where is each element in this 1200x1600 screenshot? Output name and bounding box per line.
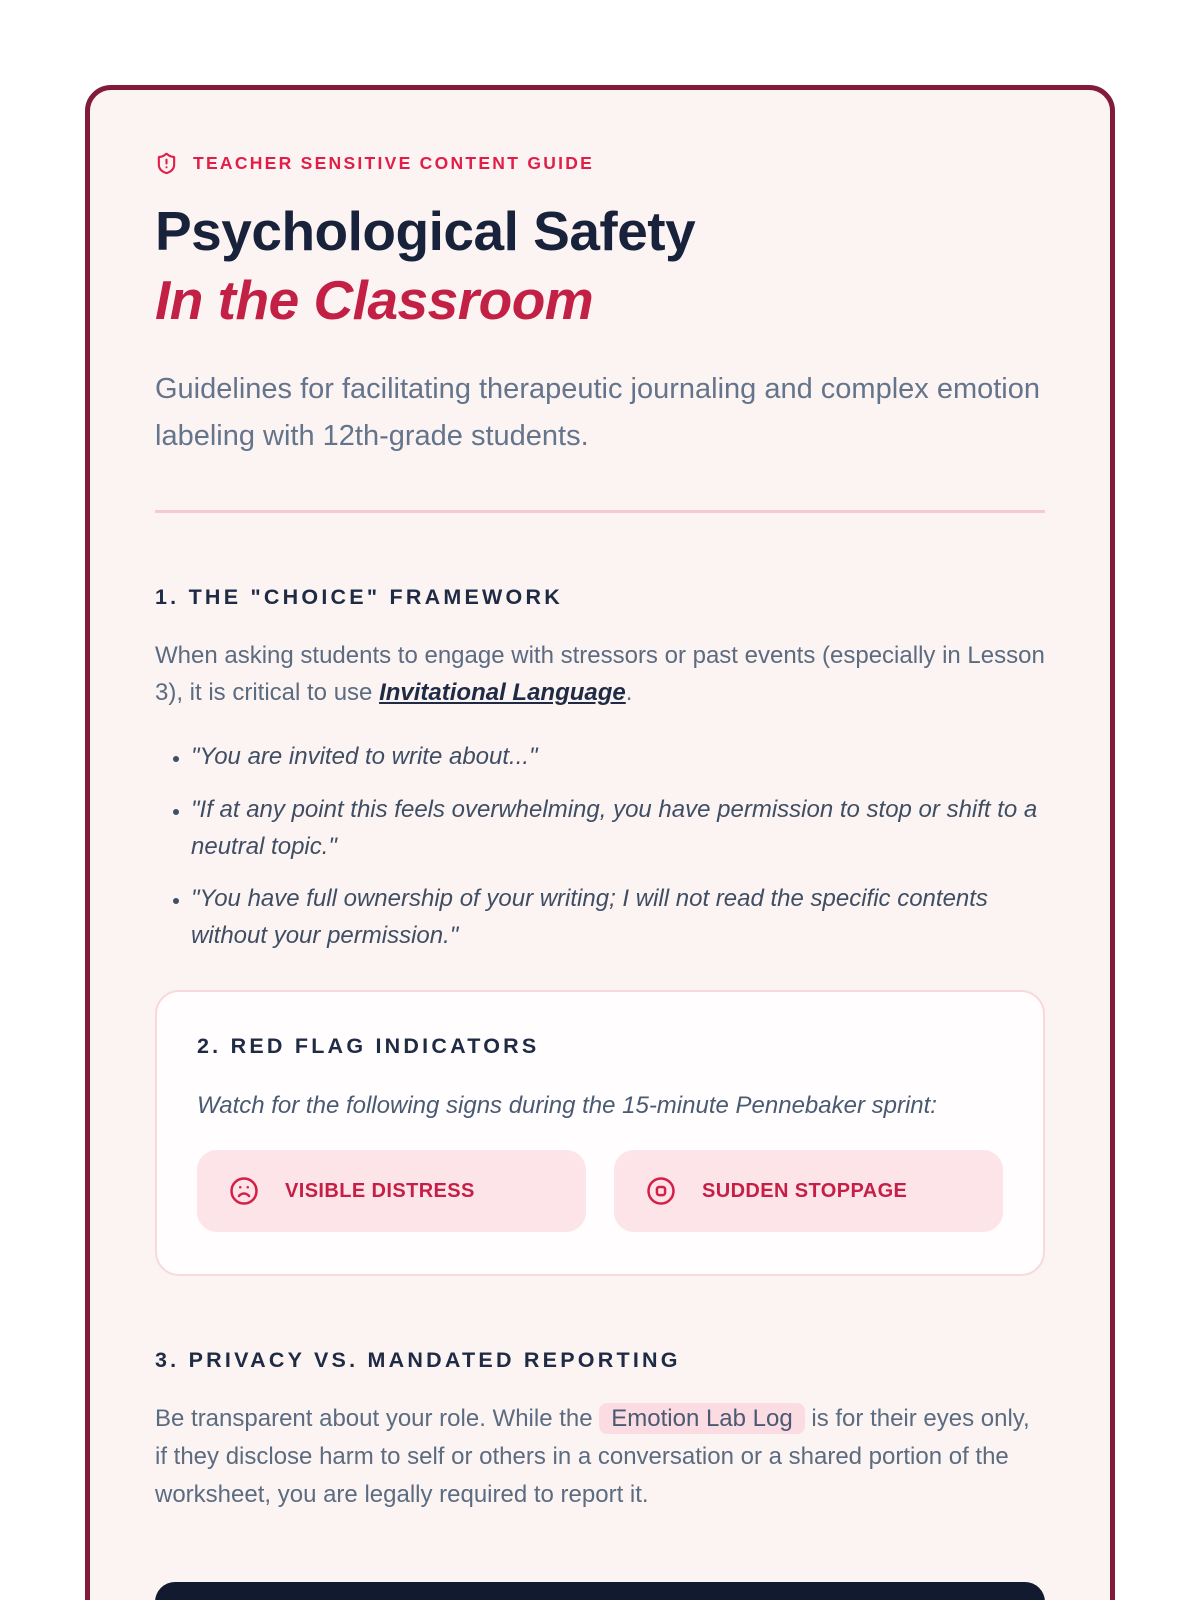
indicator-visible-distress	[197, 1150, 586, 1232]
page-title-line2: In the Classroom	[155, 269, 594, 332]
footer-callout-block	[155, 1582, 1045, 1600]
indicator-chips	[197, 1150, 1003, 1232]
indicator-label: VISIBLE DISTRESS	[285, 1179, 475, 1202]
intro-text-after: .	[625, 679, 633, 707]
indicator-label: SUDDEN STOPPAGE	[702, 1179, 908, 1202]
page-subtitle: Guidelines for facilitating therapeutic journaling and complex emotion labeling with 12th-grade students.	[155, 372, 1041, 452]
frown-icon	[229, 1176, 259, 1206]
eyebrow-label: TEACHER SENSITIVE CONTENT GUIDE	[193, 153, 595, 173]
section-heading-privacy: 3. PRIVACY VS. MANDATED REPORTING	[155, 1348, 681, 1373]
invitational-language-list	[155, 738, 1045, 954]
privacy-text-after: is for their eyes only, if they disclose harm to self or others in a conversation or a shared portion of the worksheet, you are legally required to report it.	[155, 1405, 1030, 1509]
divider	[155, 510, 1045, 513]
intro-text-before: When asking students to engage with stressors or past events (especially in Lesson 3), it is critical to use	[155, 641, 1045, 707]
stop-circle-icon	[646, 1176, 676, 1206]
eyebrow	[155, 152, 1045, 175]
red-flag-panel	[155, 990, 1045, 1276]
red-flags-intro: Watch for the following signs during the 15-minute Pennebaker sprint:	[197, 1092, 937, 1120]
shield-alert-icon	[155, 152, 178, 175]
section-heading-choice-framework: 1. THE "CHOICE" FRAMEWORK	[155, 584, 563, 609]
list-item: • "If at any point this feels overwhelming, you have permission to stop or shift to a neutral topic."	[191, 791, 1045, 865]
choice-framework-intro	[155, 637, 1045, 713]
indicator-sudden-stoppage	[614, 1150, 1003, 1232]
page-title	[155, 197, 1045, 336]
list-item: • "You have full ownership of your writing; I will not read the specific contents without your permission."	[191, 880, 1045, 954]
emotion-lab-log-highlight: Emotion Lab Log	[599, 1403, 804, 1434]
privacy-body	[155, 1400, 1045, 1514]
list-item: • "You are invited to write about..."	[191, 738, 1045, 775]
invitational-language-link[interactable]: Invitational Language	[379, 679, 626, 707]
privacy-text-before: Be transparent about your role. While the	[155, 1405, 600, 1433]
section-heading-red-flags: 2. RED FLAG INDICATORS	[197, 1034, 540, 1059]
content-card	[85, 85, 1115, 1600]
page-title-line1: Psychological Safety	[155, 200, 696, 262]
